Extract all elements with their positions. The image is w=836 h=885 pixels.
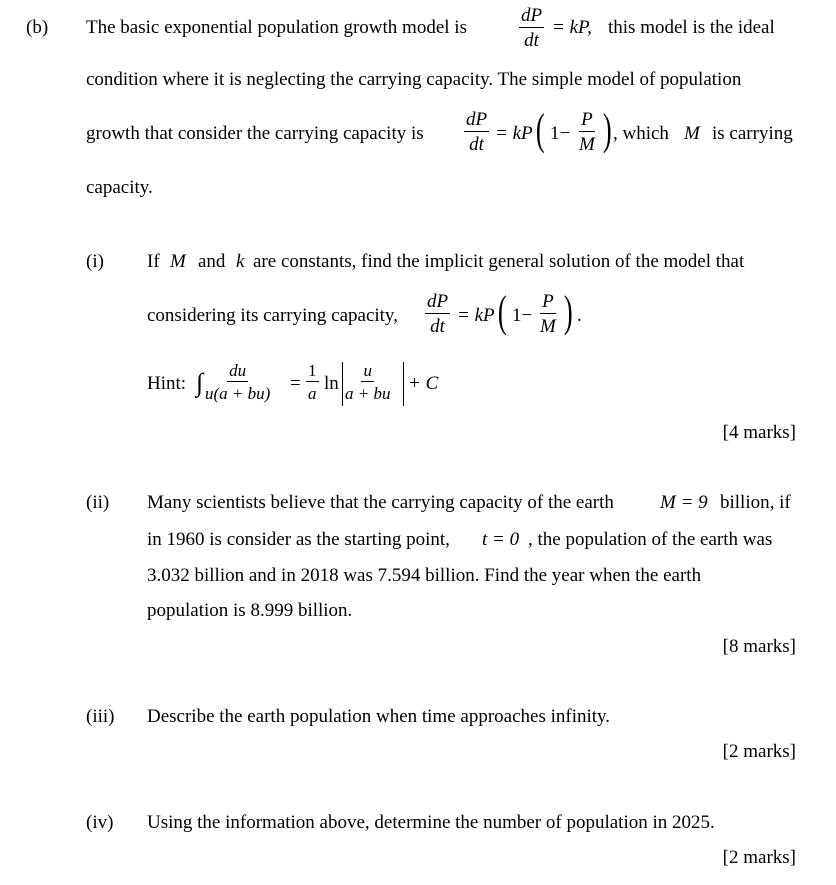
- question-i-left-paren: (: [497, 287, 507, 336]
- question-iv-label: (iv): [86, 812, 114, 833]
- logistic-one-minus: 1−: [550, 123, 571, 144]
- logistic-numerator: dP: [466, 109, 488, 130]
- exp-model-numerator: dP: [521, 5, 543, 26]
- question-ii-line-4: population is 8.999 billion.: [147, 600, 353, 621]
- hint-a-plus-bu: a + bu: [345, 384, 391, 403]
- question-i-denominator: dt: [430, 316, 445, 337]
- question-i-m: M: [540, 316, 556, 337]
- hint-ln: ln: [324, 373, 339, 394]
- exp-model-rhs: = kP,: [552, 17, 592, 38]
- question-i-line-1-b: and: [198, 251, 226, 272]
- question-i-fraction: [425, 292, 450, 336]
- question-iii-marks: [2 marks]: [722, 741, 796, 762]
- intro-line-4: capacity.: [86, 177, 153, 198]
- part-label: (b): [26, 17, 49, 38]
- hint-u: u: [363, 361, 372, 380]
- question-ii-t-equals-0: t = 0: [482, 529, 520, 550]
- hint-denominator: u(a + bu): [205, 384, 271, 403]
- question-ii-line-1-b: billion, if: [720, 492, 791, 513]
- hint-label: Hint:: [147, 373, 187, 394]
- question-i-kp: = kP: [457, 305, 495, 326]
- logistic-p: P: [581, 109, 593, 130]
- intro-line-3-tail-a: , which: [613, 123, 669, 144]
- question-ii-line-2-a: in 1960 is consider as the starting point,: [147, 529, 450, 550]
- question-ii-line-3: 3.032 billion and in 2018 was 7.594 billion. Find the year when the earth: [147, 565, 702, 586]
- hint-one-over-a: [306, 362, 319, 402]
- question-i-period: .: [577, 305, 582, 326]
- question-i-line-1-a: If: [147, 251, 160, 272]
- logistic-denominator: dt: [469, 134, 484, 155]
- intro-line-1-tail: this model is the ideal: [608, 17, 775, 38]
- logistic-fraction: [464, 110, 489, 154]
- question-i-line-2-text: considering its carrying capacity,: [147, 305, 398, 326]
- question-ii-marks: [8 marks]: [722, 636, 796, 657]
- question-iv-text: Using the information above, determine the number of population in 2025.: [147, 812, 715, 833]
- logistic-kp: = kP: [495, 123, 533, 144]
- intro-line-3-text: growth that consider the carrying capacity is: [86, 123, 424, 144]
- question-iii-label: (iii): [86, 706, 115, 727]
- question-ii-line-2-b: , the population of the earth was: [528, 529, 773, 550]
- question-iv-marks: [2 marks]: [722, 847, 796, 868]
- logistic-m: M: [579, 134, 595, 155]
- question-i-marks: [4 marks]: [722, 422, 796, 443]
- intro-line-1-text: The basic exponential population growth model is: [86, 17, 467, 38]
- exp-model-denominator: dt: [524, 30, 539, 51]
- question-i-right-paren: ): [563, 287, 573, 336]
- hint-equals: =: [290, 373, 301, 394]
- hint-a: a: [308, 384, 317, 403]
- question-ii-label: (ii): [86, 492, 110, 513]
- right-paren: ): [602, 105, 612, 154]
- hint-constant: + C: [408, 373, 439, 394]
- question-i-label: (i): [86, 251, 104, 272]
- question-ii-line-1-a: Many scientists believe that the carrying capacity of the earth: [147, 492, 614, 513]
- hint-numerator: du: [229, 361, 247, 380]
- abs-right-bar: [403, 362, 404, 406]
- question-i-line-1-c: are constants, find the implicit general solution of the model that: [253, 251, 745, 272]
- intro-line-3-tail-b: is carrying: [712, 123, 793, 144]
- hint-one: 1: [308, 361, 317, 380]
- left-paren: (: [535, 105, 545, 154]
- question-ii-m-equals-9: M = 9: [660, 492, 708, 513]
- question-i-p: P: [542, 291, 554, 312]
- integral-sign: ∫: [196, 368, 204, 397]
- question-i-numerator: dP: [427, 291, 449, 312]
- hint-fraction: [205, 362, 270, 402]
- exp-model-fraction: [519, 6, 544, 50]
- intro-line-3-m: M: [684, 123, 700, 144]
- question-i-one-minus: 1−: [512, 305, 533, 326]
- hint-abs-fraction: [345, 362, 390, 402]
- intro-line-2: condition where it is neglecting the carrying capacity. The simple model of population: [86, 69, 742, 90]
- question-i-line-1-k: k: [236, 251, 245, 272]
- logistic-p-over-m: [579, 110, 595, 154]
- question-i-line-1-m: M: [170, 251, 186, 272]
- question-iii-text: Describe the earth population when time approaches infinity.: [147, 706, 611, 727]
- question-i-p-over-m: [540, 292, 556, 336]
- abs-left-bar: [342, 362, 343, 406]
